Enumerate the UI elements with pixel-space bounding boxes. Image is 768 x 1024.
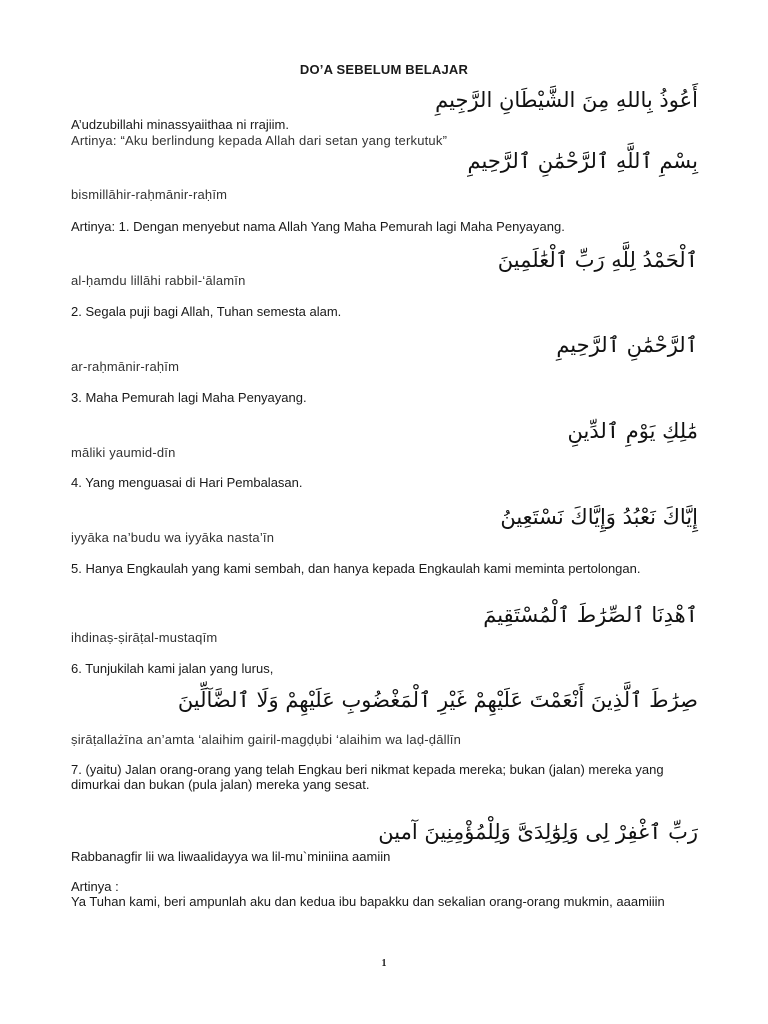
verse-6-meaning: 6. Tunjukilah kami jalan yang lurus, [71,661,274,676]
doa-transliteration: Rabbanagfir lii wa liwaalidayya wa lil-mu`miniina aamiin [71,849,391,864]
verse-2-arabic: ٱلْحَمْدُ لِلَّهِ رَبِّ ٱلْعَٰلَمِينَ [497,248,698,272]
doa-meaning-label: Artinya : [71,879,119,894]
verse-6-transliteration: ihdinaṣ-ṣirāṭal-mustaqīm [71,630,218,645]
verse-7-transliteration: ṣirāṭallażīna an’amta ‘alaihim gairil-magḍụbi ‘alaihim wa laḍ-ḍāllīn [71,732,462,747]
verse-6-arabic: ٱهْدِنَا ٱلصِّرَٰطَ ٱلْمُسْتَقِيمَ [483,603,698,627]
taawudz-transliteration: A’udzubillahi minassyaiithaa ni rrajiim. [71,117,289,132]
verse-4-arabic: مَٰلِكِ يَوْمِ ٱلدِّينِ [567,419,698,443]
verse-3-transliteration: ar-raḥmānir-raḥīm [71,359,180,374]
document-title: DO’A SEBELUM BELAJAR [299,62,469,77]
verse-5-transliteration: iyyāka na’budu wa iyyāka nasta’īn [71,530,275,545]
verse-3-meaning: 3. Maha Pemurah lagi Maha Penyayang. [71,390,307,405]
verse-1-arabic: بِسْمِ ٱللَّهِ ٱلرَّحْمَٰنِ ٱلرَّحِيمِ [467,149,698,173]
verse-5-arabic: إِيَّاكَ نَعْبُدُ وَإِيَّاكَ نَسْتَعِينُ [500,505,698,529]
verse-4-meaning: 4. Yang menguasai di Hari Pembalasan. [71,475,303,490]
verse-2-meaning: 2. Segala puji bagi Allah, Tuhan semesta alam. [71,304,342,319]
verse-4-transliteration: māliki yaumid-dīn [71,445,176,460]
verse-2-transliteration: al-ḥamdu lillāhi rabbil-‘ālamīn [71,273,246,288]
taawudz-arabic: أَعُوذُ بِاللهِ مِنَ الشَّيْطَانِ الرَّجِيمِ [435,88,698,112]
verse-7-arabic: صِرَٰطَ ٱلَّذِينَ أَنْعَمْتَ عَلَيْهِمْ غَيْرِ ٱلْمَغْضُوبِ عَلَيْهِمْ وَلَا ٱلضَّآلِّينَ [177,688,698,712]
doa-arabic: رَبِّ ٱغْفِرْ لِى وَلِوَٰلِدَىَّ وَلِلْمُؤْمِنِينَ آمين [378,820,698,844]
verse-3-arabic: ٱلرَّحْمَٰنِ ٱلرَّحِيمِ [556,333,698,357]
verse-1-transliteration: bismillāhir-raḥmānir-raḥīm [71,187,228,202]
doa-meaning: Ya Tuhan kami, beri ampunlah aku dan kedua ibu bapakku dan sekalian orang-orang mukmin, aaamiiin [71,894,665,909]
verse-1-meaning: Artinya: 1. Dengan menyebut nama Allah Yang Maha Pemurah lagi Maha Penyayang. [71,219,565,234]
verse-7-meaning: 7. (yaitu) Jalan orang-orang yang telah Engkau beri nikmat kepada mereka; bukan (jalan) mereka yang dimurkai dan bukan (pula jalan) mereka yang sesat. [71,762,664,792]
verse-5-meaning: 5. Hanya Engkaulah yang kami sembah, dan hanya kepada Engkaulah kami meminta pertolongan. [71,561,641,576]
taawudz-meaning: Artinya: “Aku berlindung kepada Allah dari setan yang terkutuk” [71,133,448,148]
page-number: 1 [381,958,387,969]
